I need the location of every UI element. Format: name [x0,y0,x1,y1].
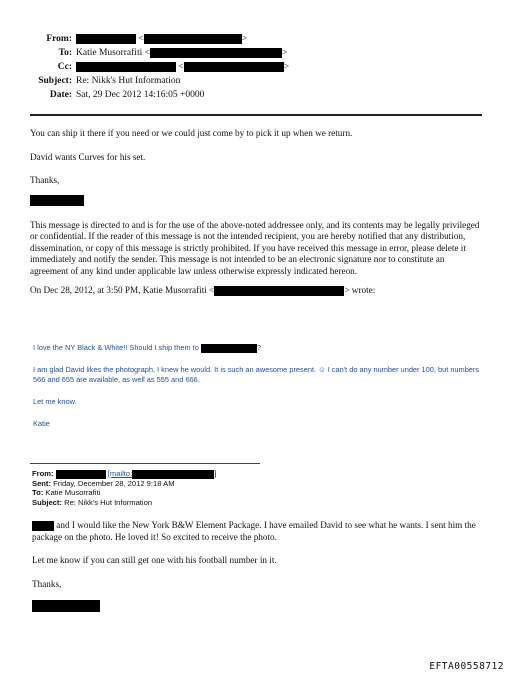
from-label: From: [46,34,72,44]
forwarded-body [32,520,484,612]
redacted-from-email [144,34,242,44]
quoted-signature: Katie [33,419,50,428]
fwd-para-football: Let me know if you can still get one with his football number in it. [32,555,277,565]
forward-divider [30,463,260,464]
date-value: Sat, 29 Dec 2012 14:16:05 +0000 [76,90,205,100]
quote-intro-line [30,285,484,297]
body-line-curves: David wants Curves for his set. [30,151,146,162]
fwd-package-text: and I would like the New York B&W Element Package. I have emailed David to see what he wants. I sent him the package on the photo. He loved it! So excited to receive the photo. [32,520,476,542]
redacted-from-name [76,34,136,44]
quote-wrote-text: > wrote: [344,285,376,295]
cc-label: Cc: [57,62,72,72]
body-thanks: Thanks, [30,175,60,185]
fwd-sent-label: Sent: [32,478,51,488]
fwd-subject-label: Subject: [32,497,62,507]
redacted-fwd-name [32,521,54,531]
header-date-row [0,88,512,102]
redacted-signature [30,195,84,206]
redacted-cc-name [76,62,176,72]
subject-value: Re: Nikk's Hut Information [76,76,181,86]
fwd-mailto-close: ] [214,469,217,478]
redacted-fwd-signature [32,600,100,612]
header-divider [30,114,482,116]
fwd-subject-value: Re: Nikk's Hut Information [64,497,153,507]
fwd-subject-row [32,498,482,508]
email-header [0,32,512,102]
quoted-love-qmark: ? [256,343,262,352]
quoted-para-glad: I am glad David likes the photograph, I knew he would. It is such an awesome present. ☺ I can't do any number under 100, but numbers 566 and 655 are available, as well as 555 and 666. [33,365,480,384]
document-id: EFTA00558712 [429,661,504,672]
header-from-row: From: < > [0,32,512,46]
redacted-fwd-email [132,469,217,479]
email-body [30,128,484,297]
header-cc-row: Cc: < > [0,60,512,74]
header-subject-row [0,74,512,88]
fwd-to-label: To: [32,488,44,498]
date-label: Date: [49,90,72,100]
fwd-from-row [32,469,482,479]
quote-intro-text: On Dec 28, 2012, at 3:50 PM, Katie Musorrafiti < [30,285,215,295]
legal-disclaimer: This message is directed to and is for the use of the above-noted addressee only, and its contents may be legally privileged or confidential. If the reader of this message is not the intended recipient, you are hereby notified that any distribution, dissemination, or copy of this message is strictly prohibited. If you have received this message in error, please delete it immediately and notify the sender. This message is not intended to be an electronic signature nor to constitute an agreement of any kind under applicable law unless otherwise expressly indicated hereon. [30,219,480,276]
quoted-love-text: I love the NY Black & White!! Should I ship them to [33,343,199,352]
quoted-let-me-know: Let me know. [33,397,77,406]
redacted-ship-name [201,344,257,353]
fwd-para-package [32,520,484,543]
fwd-thanks: Thanks, [32,578,62,589]
quoted-line-love [33,343,483,353]
fwd-from-label: From: [32,469,54,478]
fwd-to-row [32,488,482,498]
subject-label: Subject: [38,76,72,86]
forwarded-header [32,469,482,507]
redacted-quote-email [214,286,344,296]
fwd-sent-row [32,479,482,489]
redacted-fwd-from [56,470,106,479]
redacted-cc-email [184,62,284,72]
fwd-mailto-link[interactable]: [mailto: [107,469,133,478]
quoted-message [33,343,483,429]
to-label: To: [58,48,72,58]
to-name: Katie Musorrafiti < [76,48,150,58]
body-line-ship: You can ship it there if you need or we could just come by to pick it up when we return. [30,128,353,138]
fwd-sent-value: Friday, December 28, 2012 9:18 AM [53,478,175,488]
header-to-row: To: Katie Musorrafiti < > [0,46,512,60]
fwd-to-value: Katie Musorrafiti [45,488,101,498]
redacted-to-email [150,48,282,58]
